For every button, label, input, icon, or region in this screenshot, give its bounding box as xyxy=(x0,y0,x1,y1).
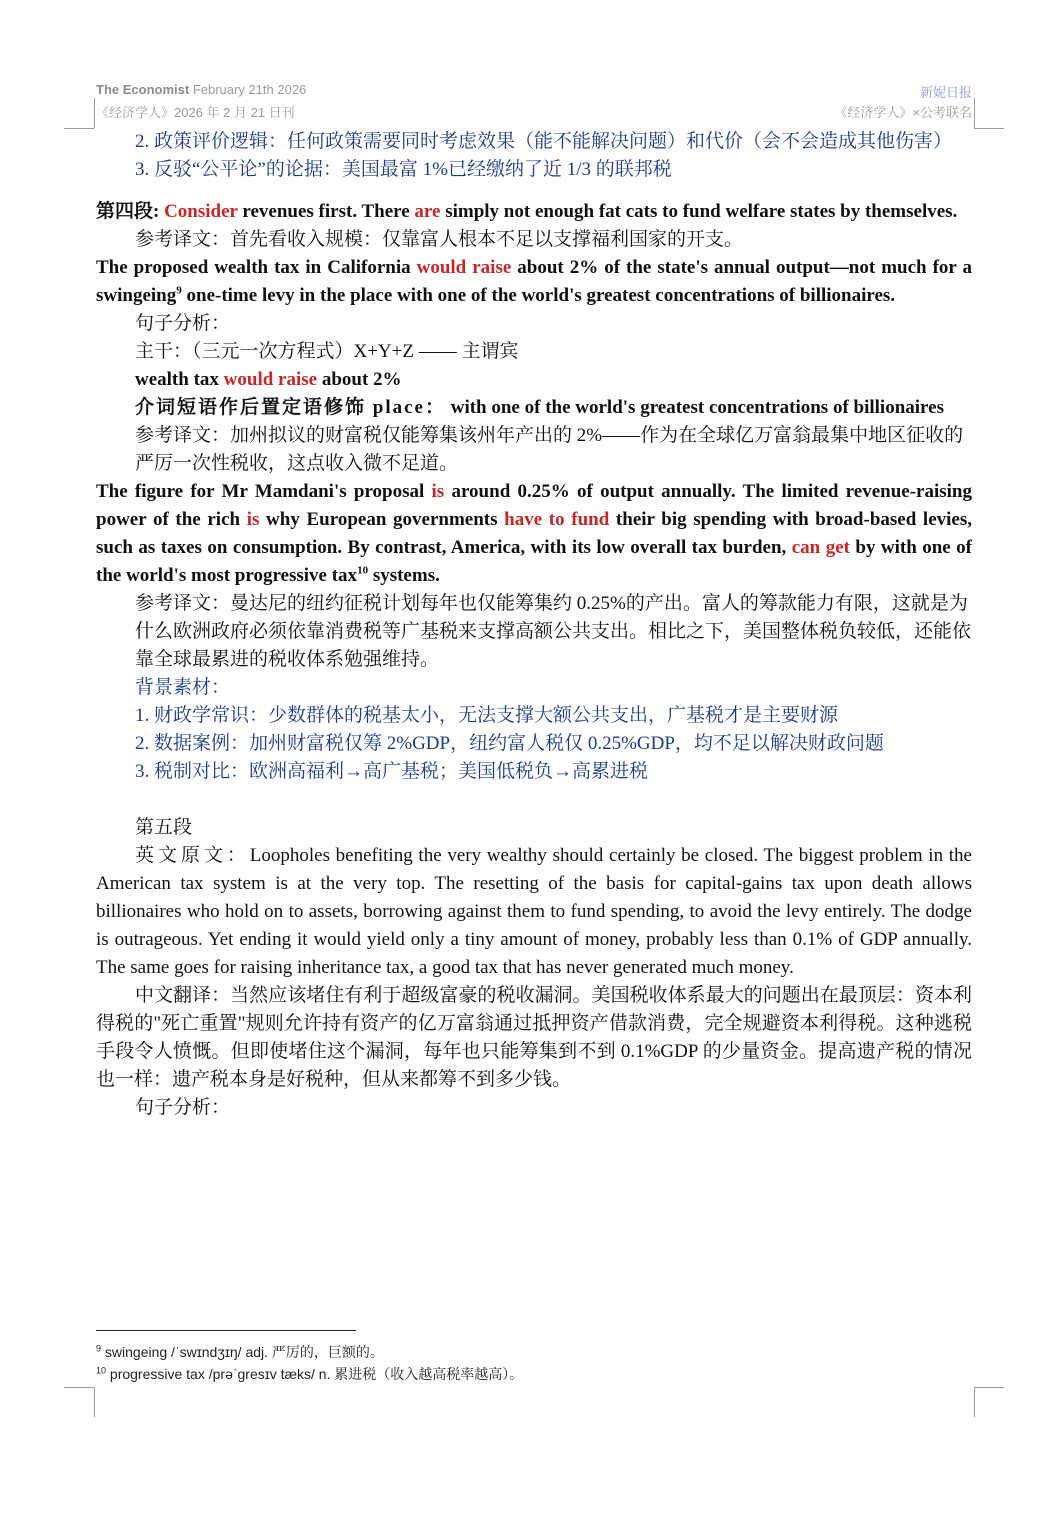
document-body xyxy=(96,128,972,1122)
crop-mark-tl-v xyxy=(94,98,95,128)
translation-2: 参考译文：加州拟议的财富税仅能筹集该州年产出的 2%——作为在全球亿万富翁最集中地区征收的严厉一次性税收，这点收入微不足道。 xyxy=(135,425,964,474)
crop-mark-br-h xyxy=(974,1387,1004,1388)
crop-mark-bl-h xyxy=(64,1387,94,1388)
header-left xyxy=(96,82,306,97)
header-left-sub: 《经济学人》2026 年 2 月 21 日刊 xyxy=(96,105,295,120)
text-run: 介词短语作后置定语修饰 place： xyxy=(135,397,446,418)
text-run: with one of the world's greatest concentrations of billionaires xyxy=(445,397,944,418)
text-run: one-time levy in the place with one of the world's greatest concentrations of billionaires. xyxy=(181,285,896,306)
background-item-1: 1. 财政学常识：少数群体的税基太小，无法支撑大额公共支出，广基税才是主要财源 xyxy=(135,705,839,726)
text-run: 英文原文： xyxy=(135,845,250,866)
translation-3: 参考译文：曼达尼的纽约征税计划每年也仅能筹集约 0.25%的产出。富人的筹款能力有限，这就是为什么欧洲政府必须依靠消费税等广基税来支撑高额公共支出。相比之下，美国整体税负较低，还能依靠全球最累进的税收体系勉强维持。 xyxy=(135,593,972,670)
footnote-text: progressive tax /prəˈɡresɪv tæks/ n. 累进税（收入越高税率越高）。 xyxy=(109,1366,524,1382)
footnote-number: 9 xyxy=(96,1343,102,1354)
main-line xyxy=(96,366,972,394)
verb-highlight: would raise xyxy=(416,257,512,278)
verb-highlight: can get xyxy=(791,537,850,558)
header-right: 新妮日报 xyxy=(919,85,972,100)
header-right-sub: 《经济学人》×公考联名 xyxy=(834,105,972,120)
text-run: 当然应该堵住有利于超级富豪的税收漏洞。美国税收体系最大的问题出在最顶层：资本利得税的"死亡重置"规则允许持有资产的亿万富翁通过抵押资产借款消费，完全规避资本利得税。这种逃税手段令人愤慨。但即使堵住这个漏洞，每年也只能筹集到不到 0.1%GDP 的少量资金。提高遗产税的情况也一样：遗产税本身是好税种，但从来都筹不到多少钱。 xyxy=(96,985,972,1090)
crop-mark-tl-h xyxy=(64,128,94,129)
crop-mark-bl-v xyxy=(94,1387,95,1417)
para4-sentence3 xyxy=(96,478,972,590)
translation-1: 参考译文：首先看收入规模：仅靠富人根本不足以支撑福利国家的开支。 xyxy=(135,229,744,250)
footnote-text: swingeing /ˈswɪndʒɪŋ/ adj. 严厉的，巨额的。 xyxy=(104,1344,384,1360)
text-run: systems. xyxy=(368,565,440,586)
text-run: by with one of the world's most progressive tax xyxy=(96,537,972,586)
background-item-3: 3. 税制对比：欧洲高福利→高广基税；美国低税负→高累进税 xyxy=(135,761,649,782)
crop-mark-tr-h xyxy=(974,128,1004,129)
text-run: about 2% xyxy=(317,369,402,390)
analysis-label: 句子分析： xyxy=(135,313,231,334)
para5-english xyxy=(96,842,972,982)
main-clause: 主干：（三元一次方程式）X+Y+Z —— 主谓宾 xyxy=(135,341,519,362)
footnote-ref[interactable]: 10 xyxy=(357,564,369,577)
text-run: revenues first. There xyxy=(237,201,415,222)
crop-mark-br-v xyxy=(974,1387,975,1417)
rebuttal-item: 3. 反驳“公平论”的论据：美国最富 1%已经缴纳了近 1/3 的联邦税 xyxy=(135,159,672,180)
background-item-2: 2. 数据案例：加州财富税仅筹 2%GDP，纽约富人税仅 0.25%GDP，均不足以解决财政问题 xyxy=(135,733,884,754)
text-run: wealth tax xyxy=(135,369,224,390)
verb-highlight: would raise xyxy=(223,369,318,390)
background-label: 背景素材： xyxy=(135,677,231,698)
verb-highlight: are xyxy=(414,201,441,222)
para4-sentence1 xyxy=(96,198,972,226)
policy-eval-item: 2. 政策评价逻辑：任何政策需要同时考虑效果（能不能解决问题）和代价（会不会造成其他伤害） xyxy=(135,131,953,152)
footnote-number: 10 xyxy=(96,1365,107,1376)
text-run: around 0.25% of output annually. The limited revenue-raising power of the rich xyxy=(96,481,972,530)
footnote-10 xyxy=(96,1364,523,1384)
para4-label: 第四段: xyxy=(96,201,160,222)
footnote-ref[interactable]: 9 xyxy=(176,284,182,297)
text-run: their big spending with broad-based levies, such as taxes on consumption. By contrast, America, with its low overall tax burden, xyxy=(96,509,972,558)
brand-name: The Economist xyxy=(96,82,190,97)
text-run: about 2% of the state's annual output—not much for a swingeing xyxy=(96,257,972,306)
crop-mark-tr-v xyxy=(974,98,975,128)
para4-sentence2 xyxy=(96,254,972,310)
text-run: The proposed wealth tax in California xyxy=(96,257,417,278)
verb-highlight: Consider xyxy=(164,201,238,222)
footnote-9 xyxy=(96,1342,384,1362)
text-run: why European governments xyxy=(259,509,505,530)
para5-analysis-label: 句子分析： xyxy=(135,1097,231,1118)
verb-highlight: is xyxy=(246,509,260,530)
verb-highlight: have to fund xyxy=(504,509,610,530)
para5-label: 第五段 xyxy=(135,817,193,838)
verb-highlight: is xyxy=(431,481,445,502)
text-run: The figure for Mr Mamdani's proposal xyxy=(96,481,432,502)
para5-chinese xyxy=(96,982,972,1094)
text-run: 中文翻译： xyxy=(135,985,231,1006)
text-run: Loopholes benefiting the very wealthy should certainly be closed. The biggest problem in the American tax system is at the very top. The resetting of the basis for capital-gains tax upon death allows billionaires who hold on to assets, borrowing against them to fund spending, to avoid the levy entirely. The dodge is outrageous. Yet ending it would yield only a tiny amount of money, probably less than 0.1% of GDP annually. The same goes for raising inheritance tax, a good tax that has never generated much money. xyxy=(96,845,972,978)
prep-phrase xyxy=(96,394,972,422)
issue-date: February 21th 2026 xyxy=(192,82,307,97)
footnote-divider xyxy=(96,1330,356,1331)
text-run: simply not enough fat cats to fund welfare states by themselves. xyxy=(440,201,958,222)
